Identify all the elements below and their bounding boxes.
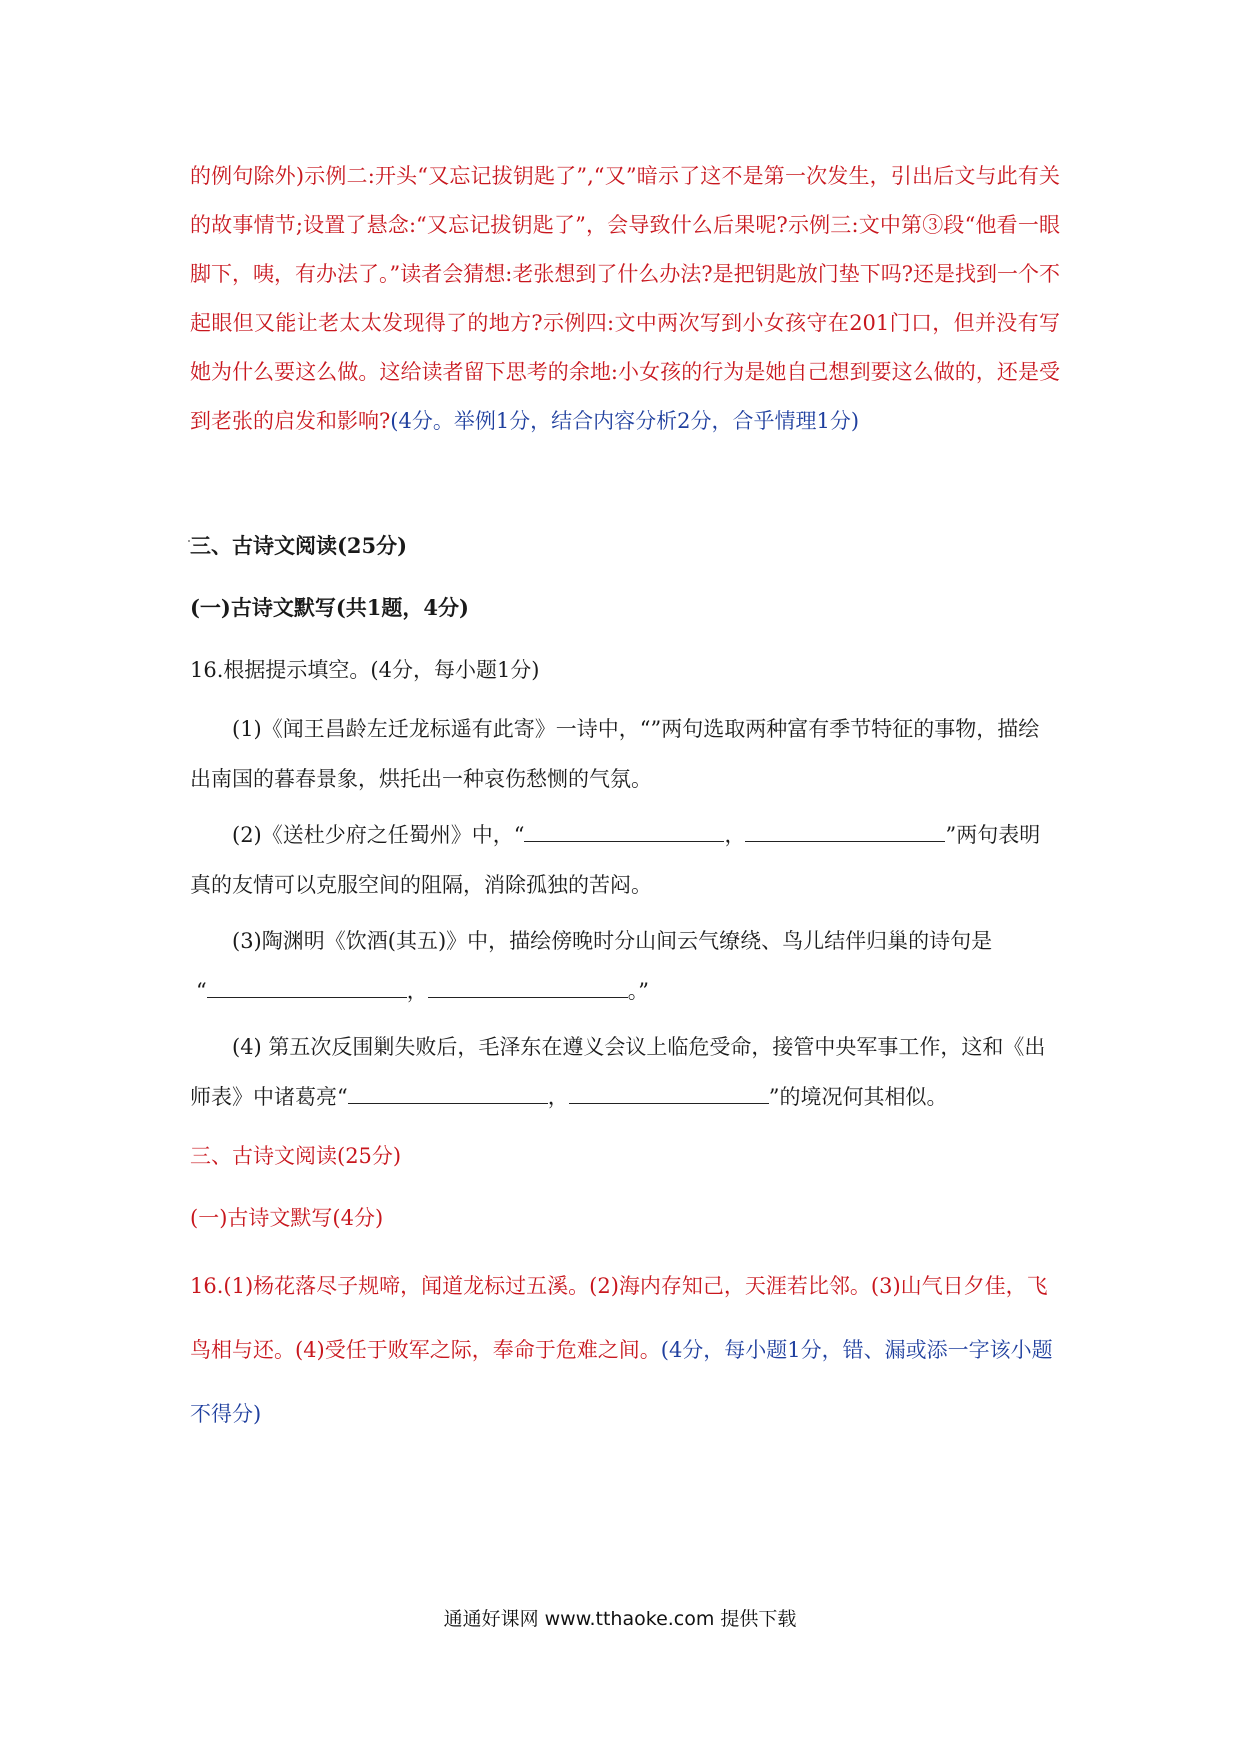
question-16-4 [190, 1022, 1058, 1122]
q16-4-suffix: ”的境况何其相似。 [768, 1085, 948, 1109]
q16-3-comma: ， [406, 979, 428, 1003]
section-3-title: 三、古诗文阅读(25分) [190, 533, 408, 558]
q16-3-blank-2[interactable] [428, 979, 628, 998]
answer-16-text: 16.(1)杨花落尽子规啼，闻道龙标过五溪。(2)海内存知己，天涯若比邻。(3)山气日夕佳，飞鸟相与还。(4)受任于败军之际，奉命于危难之间。 [190, 1274, 1048, 1362]
answer-16-scoring: (4分，每小题1分，错、漏或添一字该小题不得分) [190, 1338, 1053, 1426]
q16-3-blank-1[interactable] [207, 979, 407, 998]
q16-2-blank-1[interactable] [524, 823, 724, 842]
q16-4-blank-2[interactable] [569, 1085, 769, 1104]
question-16-head: 16.根据提示填空。(4分，每小题1分) [190, 658, 540, 682]
q16-2-prefix: (2)《送杜少府之任蜀州》中，“ [232, 823, 525, 847]
subsection-1-title: (一)古诗文默写(共1题，4分) [190, 595, 469, 620]
answer-16-paragraph [190, 1254, 1058, 1446]
q16-2-suffix: ”两句表明真的友情可以克服空间的阻隔，消除孤独的苦闷。 [190, 823, 1041, 897]
footer-source: 通通好课网 www.tthaoke.com 提供下载 [443, 1608, 797, 1630]
q16-3-prefix: (3)陶渊明《饮酒(其五)》中，描绘傍晚时分山间云气缭绕、鸟儿结伴归巢的诗句是 [232, 929, 993, 953]
answer-15-text: 的例句除外)示例二:开头“又忘记拔钥匙了”,“又”暗示了这不是第一次发生，引出后文与此有关的故事情节;设置了悬念:“又忘记拔钥匙了”，会导致什么后果呢?示例三:文中第③段“他看一眼脚下，咦，有办法了。”读者会猜想:老张想到了什么办法?是把钥匙放门垫下吗?还是找到一个不起眼但又能让老太太发现得了的地方?示例四:文中两次写到小女孩守在201门口，但并没有写她为什么要这么做。这给读者留下思考的余地:小女孩的行为是她自己想到要这么做的，还是受到老张的启发和影响? [190, 164, 1060, 433]
q16-3-answer-line [190, 966, 1058, 1016]
answer-15-paragraph [190, 152, 1060, 446]
question-16-1: (1)《闻王昌龄左迁龙标遥有此寄》一诗中，“”两句选取两种富有季节特征的事物，描绘出南国的暮春景象，烘托出一种哀伤愁恻的气氛。 [190, 717, 1040, 791]
q16-3-open-quote: “ [196, 979, 207, 1003]
q16-2-comma: ， [724, 823, 746, 847]
answer-15-scoring: (4分。举例1分，结合内容分析2分，合乎情理1分) [390, 409, 860, 433]
answer-subsection-1-title: (一)古诗文默写(4分) [190, 1206, 384, 1230]
q16-2-blank-2[interactable] [745, 823, 945, 842]
q16-4-prefix: (4) 第五次反围剿失败后，毛泽东在遵义会议上临危受命，接管中央军事工作，这和《出师表》中诸葛亮“ [190, 1035, 1046, 1109]
q16-4-comma: ， [547, 1085, 569, 1109]
question-16-2 [190, 810, 1058, 910]
answer-section-3-title: 三、古诗文阅读(25分) [190, 1144, 402, 1168]
q16-4-blank-1[interactable] [348, 1085, 548, 1104]
question-16-3 [190, 916, 1058, 1016]
q16-3-close: 。” [627, 979, 649, 1003]
